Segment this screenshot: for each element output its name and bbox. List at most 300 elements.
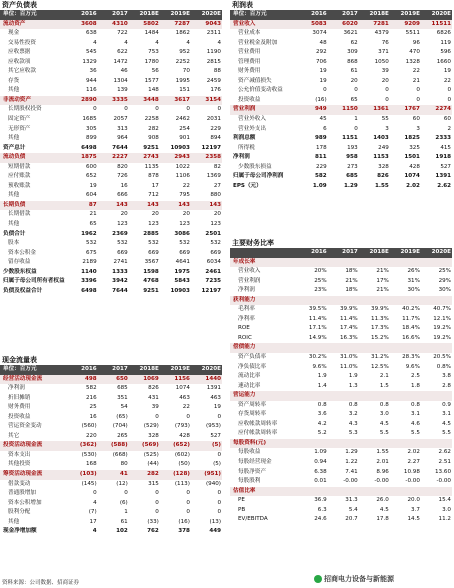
value-cell: 216 (85, 394, 97, 401)
value-cell: 1918 (435, 154, 451, 161)
value-cell: 2.5 (411, 373, 420, 380)
value-cell: (33) (147, 518, 159, 525)
value-cell: 17.4% (339, 325, 358, 332)
table-row (0, 460, 222, 470)
value-cell: 61 (120, 518, 128, 525)
header-year-cell: 2020E (191, 365, 222, 375)
value-cell: 5.5 (379, 430, 389, 437)
value-cell: 0 (416, 96, 420, 103)
value-cell: 1329 (82, 58, 97, 65)
value-cell: 2227 (98, 153, 129, 163)
value-cell: 722 (117, 30, 128, 37)
value-cell: 70 (182, 68, 190, 75)
value-cell: 1391 (206, 385, 221, 392)
value-cell: 21 (412, 77, 420, 84)
value-cell: 0 (186, 499, 190, 506)
table-row (230, 286, 452, 296)
value-cell: 0 (217, 499, 221, 506)
value-cell: 282 (148, 125, 159, 132)
row-label: 其他 (8, 192, 20, 199)
value-cell: 532 (210, 240, 221, 247)
table-row (230, 125, 452, 135)
row-label: 营业利润 (230, 105, 297, 115)
value-cell: 36.9 (314, 497, 327, 504)
value-cell: (16) (178, 518, 190, 525)
section-row (0, 375, 222, 385)
value-cell: 958 (346, 154, 358, 161)
value-cell: 39.9% (339, 306, 358, 313)
row-label: 长期股权投资 (8, 106, 42, 113)
value-cell: 4 (93, 499, 97, 506)
row-label: 应收款项 (8, 58, 31, 65)
value-cell: 62 (350, 39, 358, 46)
value-cell: 1074 (175, 385, 190, 392)
value-cell: 1472 (113, 58, 128, 65)
value-cell: 0 (385, 96, 389, 103)
table-row (0, 29, 222, 39)
table-row (0, 508, 222, 518)
value-cell: 371 (378, 49, 389, 56)
value-cell: 669 (179, 249, 190, 256)
value-cell: 16.6% (402, 334, 420, 341)
row-label: 净负债比率 (238, 363, 266, 370)
row-label: 速动比率 (238, 382, 261, 389)
row-label: EV/EBITDA (238, 516, 268, 523)
value-cell: 229 (315, 163, 327, 170)
value-cell: 1369 (206, 173, 221, 180)
table-row (0, 115, 222, 125)
value-cell: 3.1 (411, 411, 420, 418)
value-cell: 20 (120, 211, 128, 218)
table-row (0, 163, 222, 173)
value-cell: 1074 (404, 173, 420, 180)
value-cell: 0.8% (436, 363, 451, 370)
value-cell: 908 (148, 135, 159, 142)
section-row (230, 487, 452, 497)
value-cell (297, 343, 328, 353)
total-row (0, 527, 222, 537)
row-label: 少数股东损益 (238, 163, 272, 170)
value-cell: 1361 (359, 105, 390, 115)
value-cell: 16.3% (339, 334, 358, 341)
table-row (230, 382, 452, 392)
row-label: 资产减值损失 (238, 77, 272, 84)
value-cell: 431 (148, 394, 159, 401)
value-cell: 21% (376, 268, 389, 275)
value-cell (297, 439, 328, 449)
header-year-cell: 2018E (359, 10, 390, 20)
row-label: 财务费用 (8, 404, 31, 411)
row-label: 筹资活动现金流 (0, 470, 67, 480)
table-row (0, 239, 222, 249)
section-row (230, 391, 452, 401)
table-row (0, 403, 222, 413)
table-row (230, 39, 452, 49)
value-cell: 12197 (201, 144, 221, 151)
row-label: 估值比率 (230, 487, 297, 497)
value-cell: 600 (85, 163, 97, 170)
value-cell: 604 (85, 192, 97, 199)
table-row (230, 468, 452, 478)
row-label: PE (238, 497, 245, 504)
value-cell: 0.01 (314, 478, 327, 485)
value-cell: 894 (210, 135, 221, 142)
value-cell: 7287 (160, 20, 191, 30)
value-cell: 820 (117, 163, 128, 170)
header-year-cell: 2016 (297, 10, 328, 20)
value-cell: 7644 (112, 287, 128, 294)
total-row (0, 268, 222, 278)
value-cell: 1022 (175, 163, 190, 170)
value-cell: 582 (314, 173, 327, 180)
value-cell: 4 (155, 39, 159, 46)
value-cell: 2057 (113, 116, 128, 123)
row-label: 股利分配 (8, 509, 31, 516)
value-cell: 48 (319, 39, 327, 46)
table-row (0, 86, 222, 96)
value-cell: 3608 (67, 20, 98, 30)
value-cell: 3335 (98, 96, 129, 106)
value-cell: 4 (93, 39, 97, 46)
table-row (230, 67, 452, 77)
value-cell: 527 (440, 163, 451, 170)
value-cell: 19 (89, 182, 97, 189)
value-cell (328, 343, 359, 353)
row-label: 营业利润 (238, 277, 261, 284)
value-cell: 17% (376, 277, 389, 284)
value-cell: 10903 (170, 287, 190, 294)
value-cell: 0 (447, 87, 451, 94)
value-cell: 39 (381, 68, 389, 75)
table-row (230, 506, 452, 516)
value-cell: 19 (443, 68, 451, 75)
value-cell: 944 (85, 77, 97, 84)
value-cell: 40.7% (433, 306, 451, 313)
table-row (0, 220, 222, 230)
value-cell: (652) (160, 441, 191, 451)
row-label: 归属于母公司净利润 (233, 173, 284, 180)
row-label: 现金 (8, 30, 20, 37)
value-cell: 2743 (129, 153, 160, 163)
header-year-cell: 2019E (390, 10, 421, 20)
value-cell: 3.1 (442, 411, 451, 418)
section-row (230, 343, 452, 353)
value-cell: 1598 (143, 268, 159, 275)
section-row (0, 153, 222, 163)
table-row (0, 422, 222, 432)
value-cell: 6020 (328, 20, 359, 30)
value-cell: 1767 (390, 105, 421, 115)
row-label: 流动资产 (0, 20, 67, 30)
value-cell: 9.6% (312, 363, 327, 370)
header-year-cell: 2016 (297, 248, 328, 258)
table-row (0, 489, 222, 499)
value-cell: 1.8 (411, 382, 420, 389)
value-cell: 1440 (191, 375, 222, 385)
value-cell: 3567 (144, 259, 159, 266)
row-label: 交易性投资 (8, 39, 36, 46)
total-row (0, 230, 222, 240)
table-row (230, 324, 452, 334)
value-cell: 11.4% (339, 315, 358, 322)
value-cell (328, 296, 359, 306)
value-cell (328, 258, 359, 268)
value-cell: 87 (67, 201, 98, 211)
row-label: 资产总计 (3, 144, 26, 151)
value-cell: 7235 (205, 278, 221, 285)
row-label: 投资收益 (238, 96, 261, 103)
value-cell: 582 (85, 385, 97, 392)
section-row (0, 201, 222, 211)
value-cell: 2.27 (407, 459, 420, 466)
total-row (230, 182, 452, 192)
value-cell: 0 (217, 509, 221, 516)
row-label: 投资收益 (8, 413, 31, 420)
row-label: 应付账款 (8, 173, 31, 180)
value-cell: 22 (443, 77, 451, 84)
value-cell: 30% (438, 287, 451, 294)
section-row (230, 439, 452, 449)
value-cell: 26% (407, 268, 420, 275)
value-cell: 428 (179, 432, 190, 439)
value-cell: 60 (412, 116, 420, 123)
value-cell: (602) (174, 451, 190, 458)
value-cell: 0 (447, 96, 451, 103)
header-year-cell: 2017 (328, 10, 359, 20)
value-cell: 26.0 (376, 497, 389, 504)
header-year-cell: 2019E (390, 248, 421, 258)
value-cell: 463 (210, 394, 221, 401)
value-cell: 16 (120, 182, 128, 189)
row-label: ROIC (238, 334, 252, 341)
value-cell: 1391 (435, 173, 451, 180)
value-cell: 13.60 (434, 468, 451, 475)
value-cell: 7644 (112, 144, 128, 151)
value-cell: 532 (85, 240, 97, 247)
value-cell (297, 296, 328, 306)
row-label: 营运资金变动 (8, 423, 42, 430)
value-cell: 229 (210, 125, 221, 132)
value-cell: 415 (440, 144, 451, 151)
value-cell: 0 (217, 490, 221, 497)
value-cell: 20 (151, 211, 159, 218)
value-cell: (953) (205, 423, 221, 430)
row-label: 借款变动 (8, 480, 31, 487)
header-unit-cell: 单位：百万元 (0, 10, 67, 20)
value-cell: 40.2% (402, 306, 420, 313)
total-row (0, 277, 222, 287)
table-row (0, 258, 222, 268)
value-cell: 9043 (191, 20, 222, 30)
value-cell (297, 487, 328, 497)
value-cell: 19.2% (433, 325, 451, 332)
value-cell: 2.62 (438, 449, 451, 456)
value-cell (359, 391, 390, 401)
row-label: 非流动资产 (0, 96, 67, 106)
value-cell: 1975 (174, 268, 190, 275)
table-row (0, 39, 222, 49)
value-cell: 3396 (81, 278, 97, 285)
value-cell: 102 (116, 528, 128, 535)
value-cell: (6) (119, 499, 128, 506)
row-label: 少数股东权益 (3, 268, 37, 275)
table-row (0, 172, 222, 182)
value-cell: 1862 (175, 30, 190, 37)
value-cell: 532 (179, 240, 190, 247)
value-cell: 21% (345, 277, 358, 284)
table-row (0, 499, 222, 509)
value-cell: 17 (151, 182, 159, 189)
section-row (0, 470, 222, 480)
value-cell: 1962 (81, 230, 97, 237)
row-label: EPS（元） (233, 182, 262, 189)
value-cell: 220 (85, 432, 97, 439)
value-cell: 2358 (191, 153, 222, 163)
value-cell: 11.2 (438, 516, 451, 523)
value-cell: 17 (89, 518, 97, 525)
value-cell: 1333 (112, 268, 128, 275)
value-cell: 20.0 (407, 497, 420, 504)
value-cell: 1501 (404, 154, 420, 161)
value-cell: 19.2% (433, 334, 451, 341)
table-row (230, 429, 452, 439)
row-label: 留存收益 (8, 259, 31, 266)
value-cell: 143 (98, 201, 129, 211)
header-unit-cell (230, 248, 297, 258)
value-cell: 2274 (421, 105, 452, 115)
table-header-row (0, 10, 222, 20)
value-cell: 2.8 (442, 382, 451, 389)
value-cell: (5) (191, 441, 222, 451)
value-cell: 1151 (342, 135, 358, 142)
value-cell: 826 (377, 173, 389, 180)
value-cell: 119 (440, 39, 451, 46)
table-row (230, 144, 452, 154)
value-cell: 1140 (81, 268, 97, 275)
table-row (230, 315, 452, 325)
table-row (0, 518, 222, 528)
value-cell: 532 (148, 240, 159, 247)
value-cell: 5843 (174, 278, 190, 285)
row-label: 固定资产 (8, 116, 31, 123)
row-label: 营业费用 (238, 49, 261, 56)
value-cell: 2031 (206, 116, 221, 123)
value-cell: 18.4% (402, 325, 420, 332)
value-cell: 28.3% (402, 354, 420, 361)
value-cell: 0.9 (442, 401, 451, 408)
row-label: 经营活动现金流 (0, 375, 67, 385)
value-cell: 25% (438, 268, 451, 275)
value-cell: 12.1% (433, 315, 451, 322)
row-label: 其他 (8, 221, 20, 228)
value-cell: 19 (213, 404, 221, 411)
value-cell: 325 (409, 144, 420, 151)
value-cell: 3.0 (442, 506, 451, 513)
section-row (0, 96, 222, 106)
value-cell: 1135 (144, 163, 159, 170)
value-cell: 25 (89, 404, 97, 411)
value-cell: 378 (178, 528, 190, 535)
value-cell: 2501 (205, 230, 221, 237)
section-row (0, 441, 222, 451)
value-cell: 8.96 (376, 468, 389, 475)
value-cell: 0 (385, 87, 389, 94)
row-label: 利润总额 (233, 135, 256, 142)
header-year-cell: 2018E (129, 10, 160, 20)
income-statement-panel (230, 0, 452, 191)
value-cell: 1069 (129, 375, 160, 385)
table-row (0, 191, 222, 201)
table-row (0, 67, 222, 77)
value-cell: 0 (323, 87, 327, 94)
value-cell: 5.5 (442, 430, 451, 437)
value-cell: 1328 (405, 58, 420, 65)
table-row (230, 115, 452, 125)
value-cell: 2.01 (376, 459, 389, 466)
value-cell: -0.00 (436, 478, 451, 485)
value-cell: 0.8 (411, 401, 420, 408)
value-cell: 527 (210, 432, 221, 439)
value-cell: 0 (354, 125, 358, 132)
value-cell: 6.3 (317, 506, 327, 513)
balance-sheet-title: 资产负债表 (2, 1, 37, 9)
value-cell: 4.5 (379, 506, 389, 513)
value-cell: 282 (129, 470, 160, 480)
watermark-text: 招商电力设备与新能源 (324, 575, 394, 583)
table-row (230, 401, 452, 411)
value-cell: 31.0% (339, 354, 358, 361)
value-cell: 9251 (143, 144, 159, 151)
value-cell: 249 (378, 144, 389, 151)
value-cell: 9209 (390, 20, 421, 30)
value-cell: 4.5 (442, 420, 451, 427)
value-cell: 1825 (404, 135, 420, 142)
table-row (0, 105, 222, 115)
value-cell: (44) (147, 461, 159, 468)
row-label: 存货 (8, 77, 20, 84)
value-cell: 46 (120, 68, 128, 75)
value-cell: 39.5% (308, 306, 327, 313)
table-row (230, 410, 452, 420)
value-cell (297, 391, 328, 401)
value-cell (421, 296, 452, 306)
section-row (230, 258, 452, 268)
row-label: 其他投资 (8, 461, 31, 468)
total-row (230, 153, 452, 163)
value-cell: 22 (182, 182, 190, 189)
row-label: 投资活动现金流 (0, 441, 67, 451)
value-cell: 20 (182, 211, 190, 218)
value-cell: 0 (124, 106, 128, 113)
table-row (230, 29, 452, 39)
header-unit-cell: 单位：百万元 (230, 10, 297, 20)
value-cell: 753 (148, 49, 159, 56)
value-cell: 20 (381, 77, 389, 84)
value-cell: 1995 (175, 77, 190, 84)
value-cell: 193 (347, 144, 358, 151)
balance-sheet-table (0, 10, 222, 296)
value-cell: 5511 (405, 30, 420, 37)
value-cell: 1 (124, 509, 128, 516)
value-cell: 3086 (174, 230, 190, 237)
value-cell: 811 (314, 154, 327, 161)
value-cell: 123 (179, 221, 190, 228)
value-cell: (940) (205, 480, 221, 487)
value-cell: 2333 (435, 135, 451, 142)
value-cell: 2.51 (438, 459, 451, 466)
value-cell: 1.09 (314, 449, 327, 456)
value-cell: 1304 (113, 77, 128, 84)
